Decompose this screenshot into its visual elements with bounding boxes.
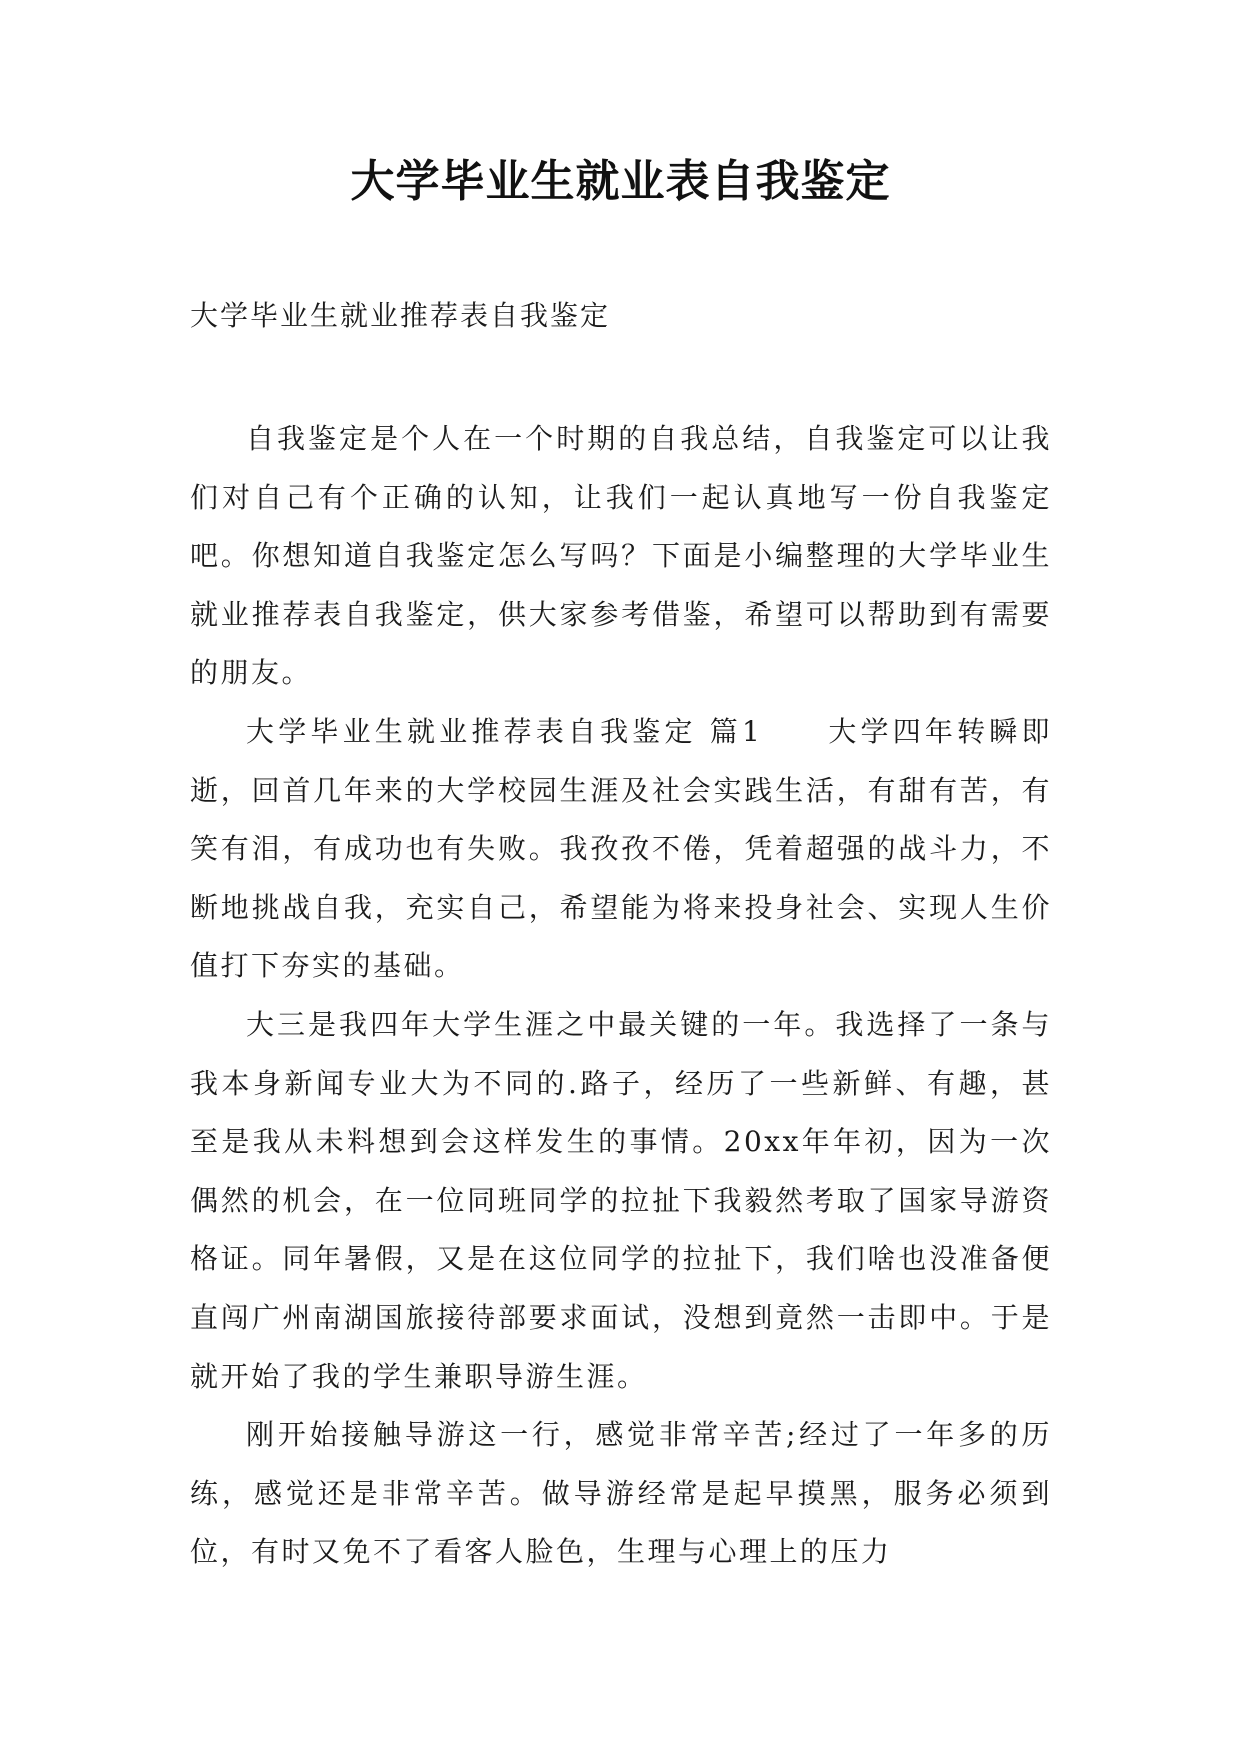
- document-subtitle: 大学毕业生就业推荐表自我鉴定: [190, 299, 611, 332]
- paragraph-junior-year: 大三是我四年大学生涯之中最关键的一年。我选择了一条与我本身新闻专业大为不同的.路子，经历了一些新鲜、有趣，甚至是我从未料想到会这样发生的事情。20xx年年初，因为一次偶然的机会，在一位同班同学的拉扯下我毅然考取了国家导游资格证。同年暑假，又是在这位同学的拉扯下，我们啥也没准备便直闯广州南湖国旅接待部要求面试，没想到竟然一击即中。于是就开始了我的学生兼职导游生涯。: [190, 1007, 1052, 1393]
- paragraph-intro: 自我鉴定是个人在一个时期的自我总结，自我鉴定可以让我们对自己有个正确的认知，让我们一起认真地写一份自我鉴定吧。你想知道自我鉴定怎么写吗？下面是小编整理的大学毕业生就业推荐表自我鉴定，供大家参考借鉴，希望可以帮助到有需要的朋友。: [190, 422, 1052, 690]
- paragraph-section-1: 大学毕业生就业推荐表自我鉴定 篇1 大学四年转瞬即逝，回首几年来的大学校园生涯及社会实践生活，有甜有苦，有笑有泪，有成功也有失败。我孜孜不倦，凭着超强的战斗力，不断地挑战自我，充实自己，希望能为将来投身社会、实现人生价值打下夯实的基础。: [190, 714, 1052, 983]
- paragraph-tour-guide: 刚开始接触导游这一行，感觉非常辛苦;经过了一年多的历练，感觉还是非常辛苦。做导游经常是起早摸黑，服务必须到位，有时又免不了看客人脸色，生理与心理上的压力: [190, 1418, 1052, 1569]
- document-body: [190, 410, 1052, 1582]
- document-title: 大学毕业生就业表自我鉴定: [350, 156, 891, 207]
